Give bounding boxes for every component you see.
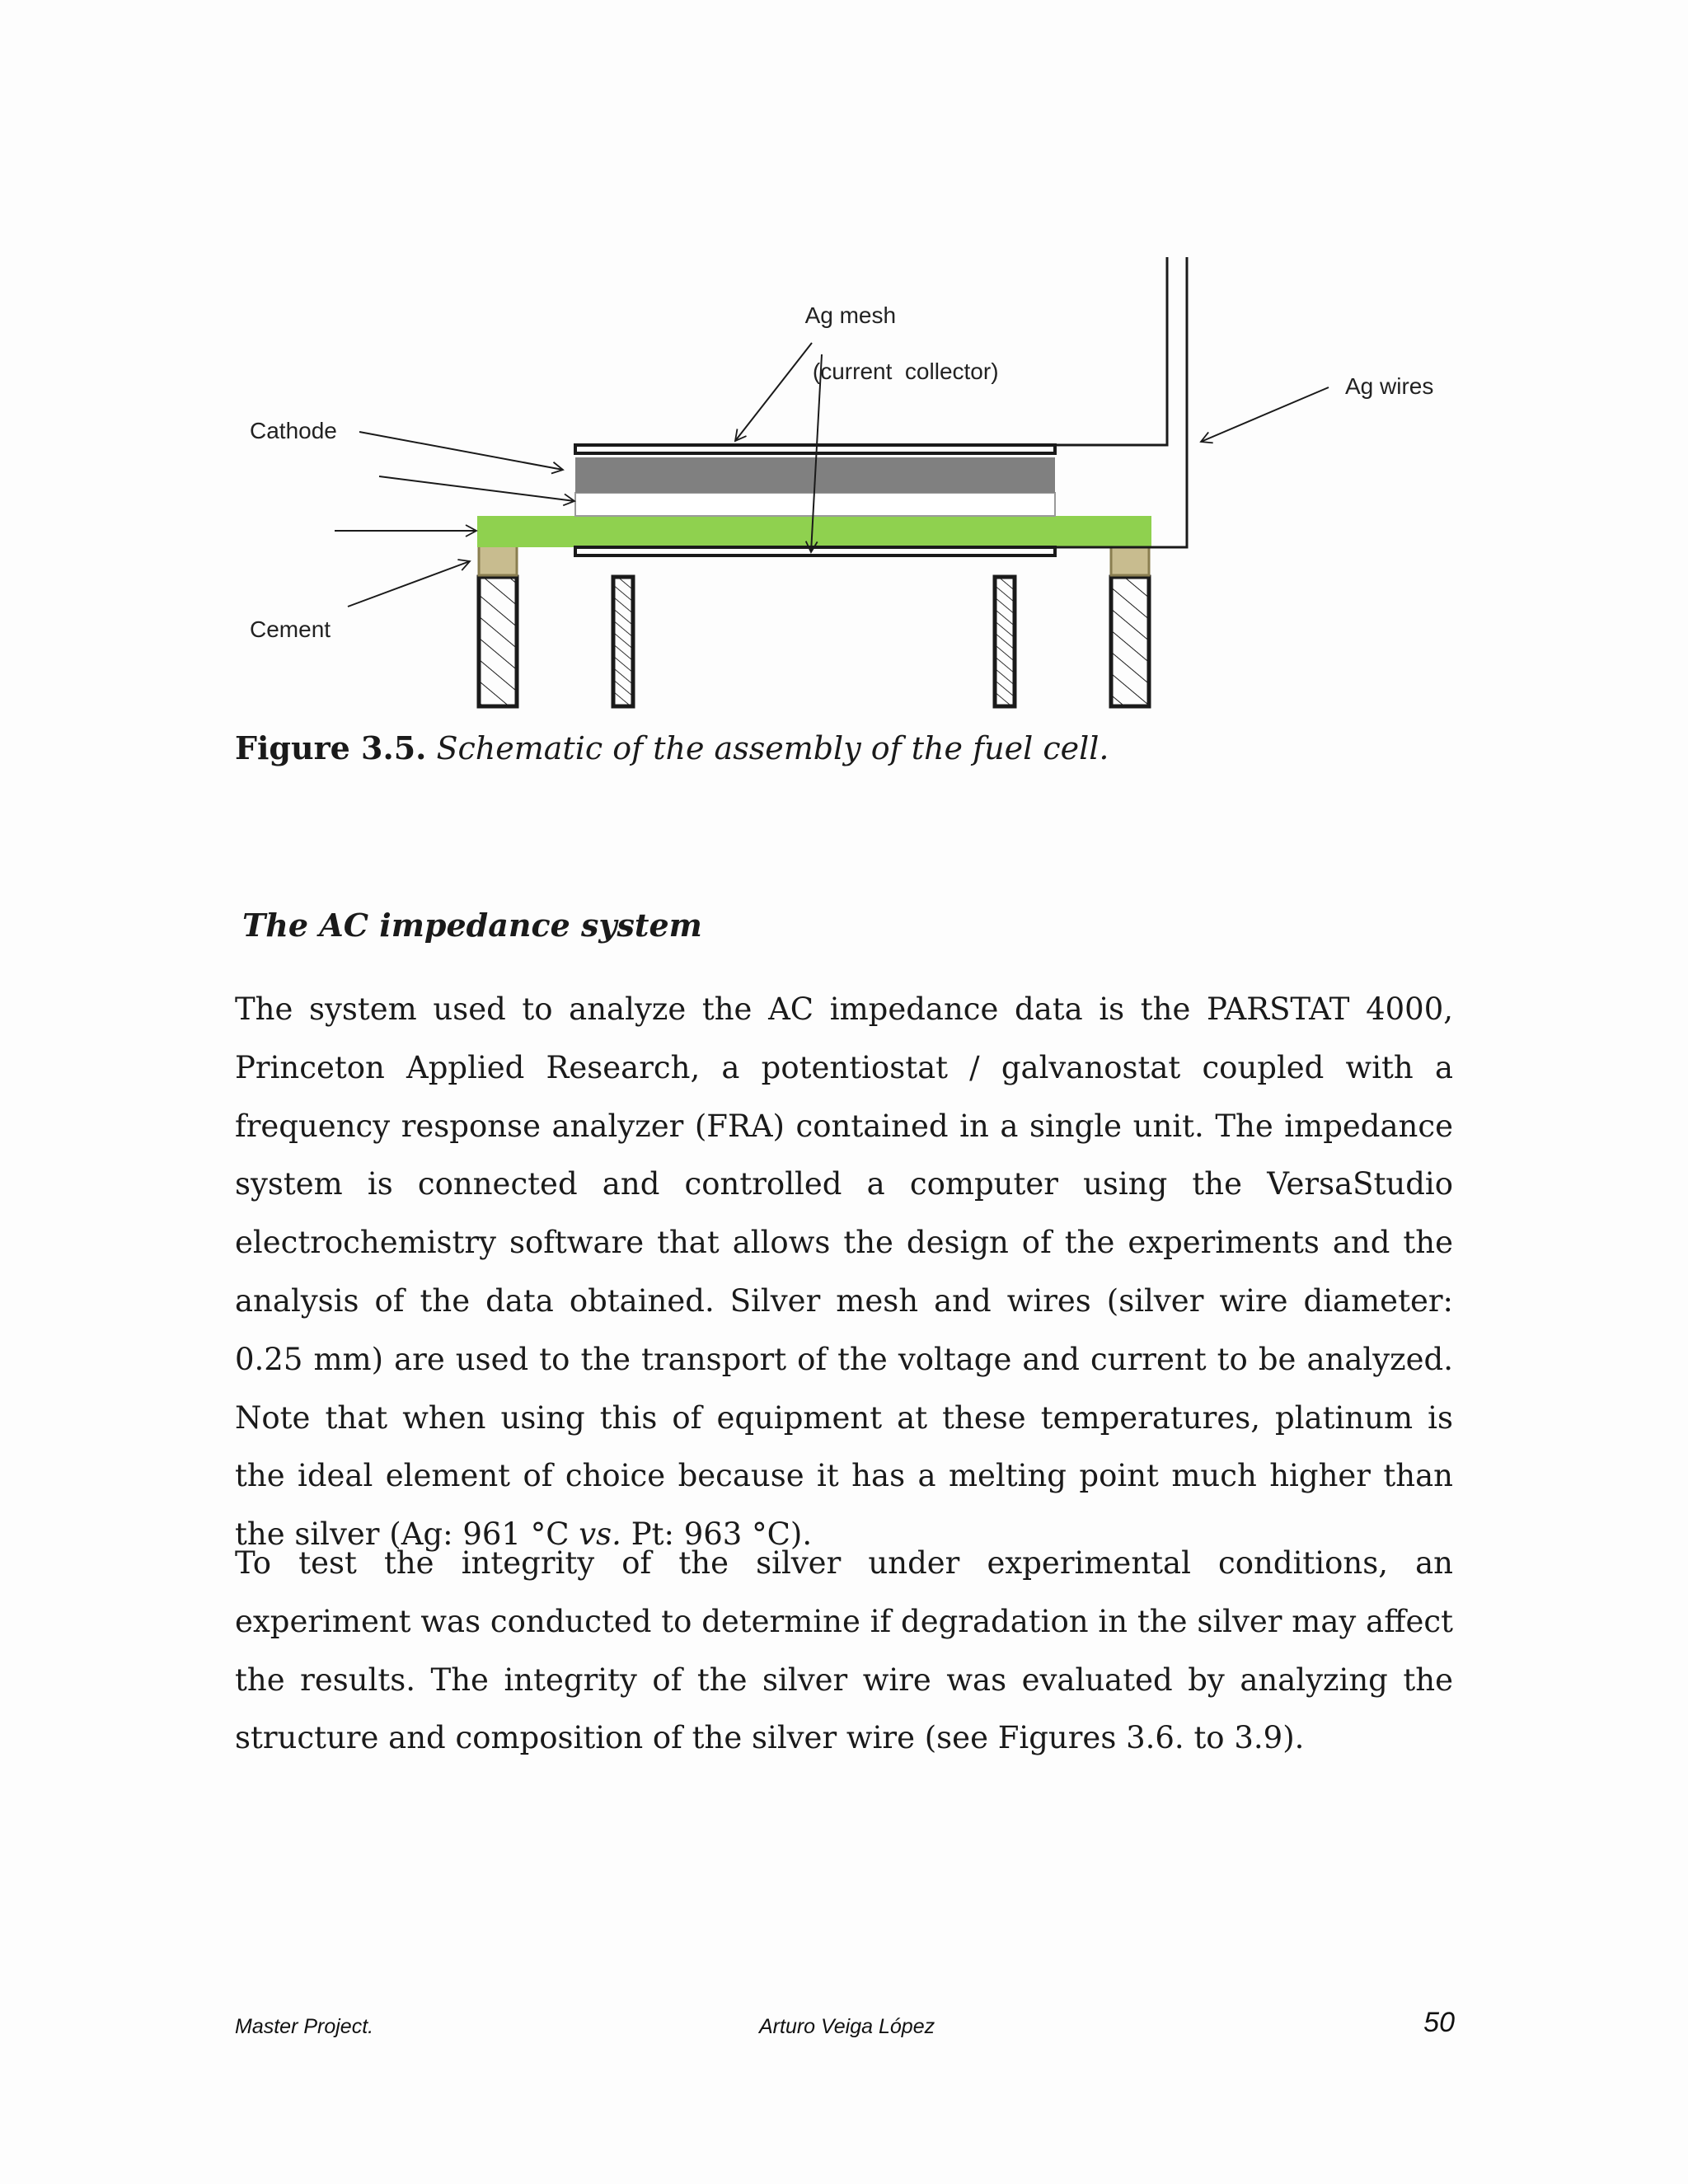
label-cement: Cement — [250, 616, 331, 642]
figure-caption — [235, 725, 1455, 771]
arrow-cathode — [359, 432, 563, 470]
arrow-anode — [379, 476, 574, 501]
cement-block-left — [479, 546, 517, 575]
caption-label: Figure 3.5. — [235, 729, 427, 766]
footer-left: Master Project. — [235, 2015, 374, 2038]
label-cathode: Cathode — [250, 418, 337, 443]
arrow-ag-wires — [1201, 387, 1329, 442]
paragraph-1-vs: vs. — [579, 1516, 621, 1553]
inner-support-right — [995, 577, 1015, 706]
ag-wire-top — [997, 257, 1167, 445]
top-ag-mesh — [575, 445, 1055, 453]
arrow-cement — [348, 561, 470, 607]
paragraph-2: To test the integrity of the silver under experimental conditions, an experiment was conducted to determine if degradation in the silver may affect the results. The integrity of the silver wire was evaluated by analyzing the structure and composition of the silver wire (see Figures 3.6. to 3.9). — [235, 1545, 1453, 1756]
anode-layer — [575, 493, 1055, 516]
cement-block-right — [1111, 546, 1149, 575]
bottom-ag-mesh — [575, 547, 1055, 555]
paragraph-1-main: The system used to analyze the AC impedance data is the PARSTAT 4000, Princeton Applied Research, a potentiostat / galvanostat coupled with a frequency response analyzer (FRA) contained in a single unit. The impedance system is connected and controlled a computer using the VersaStudio electrochemistry software that allows the design of the experiments and the analysis of the data obtained. Silver mesh and wires (silver wire diameter: 0.25 mm) are used to the transport of the voltage and current to be analyzed. Note that when using this of equipment at these temperatures, platinum is the ideal element of choice because it has a melting point much higher than the silver (Ag: 961 °C — [235, 991, 1453, 1553]
section-heading: The AC impedance system — [242, 907, 702, 944]
paragraph-1 — [235, 981, 1453, 1564]
fuel-cell-schematic — [0, 0, 1688, 725]
label-ag-wires: Ag wires — [1345, 373, 1434, 399]
label-ag-mesh — [781, 274, 999, 414]
outer-support-left — [479, 577, 517, 706]
label-ag-mesh-line2: (current collector) — [806, 359, 999, 384]
electrolyte-layer — [477, 516, 1151, 547]
caption-text: Schematic of the assembly of the fuel cell. — [426, 730, 1109, 766]
inner-support-left — [613, 577, 633, 706]
label-ag-mesh-line1: Ag mesh — [804, 302, 897, 328]
page-number: 50 — [1423, 2007, 1455, 2038]
outer-support-right — [1111, 577, 1149, 706]
footer-author: Arturo Veiga López — [759, 2015, 935, 2038]
paragraph-1-end: Pt: 963 °C). — [621, 1516, 813, 1553]
